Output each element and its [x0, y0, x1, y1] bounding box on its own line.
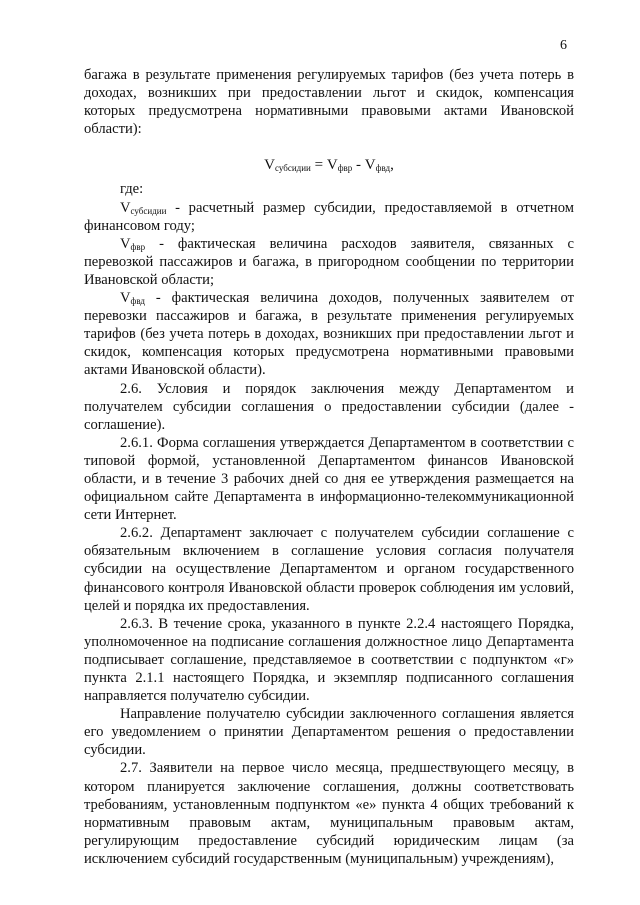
document-body: [84, 66, 574, 868]
paragraph-2-6-3: 2.6.3. В течение срока, указанного в пункте 2.2.4 настоящего Порядка, уполномоченное на подписание соглашения должностное лицо Департамента подписывает соглашение, представляемое в соответствии с подпунктом «г» пункта 2.1.1 настоящего Порядка, и экземпляр подписанного соглашения направляется получателю субсидии.: [84, 615, 574, 705]
formula-v1-sub: фвр: [337, 163, 353, 174]
definition-income: [84, 289, 574, 379]
formula-eq: =: [310, 157, 327, 174]
formula-lhs: V: [264, 157, 276, 174]
definition-text: - расчетный размер субсидии, предоставляемой в отчетном финансовом году;: [84, 199, 574, 234]
paragraph-2-6-2: 2.6.2. Департамент заключает с получателем субсидии соглашение с обязательным включением в соглашение условия согласия получателя субсидии на осуществление Департаментом и органом государственного финансового контроля Ивановской области проверок соблюдения им условий, целей и порядка их предоставления.: [84, 525, 574, 614]
definition-text: - фактическая величина расходов заявителя, связанных с перевозкой пассажиров и багажа, в пригородном сообщении по территории Ивановской области;: [84, 235, 574, 288]
formula-lhs-sub: субсидии: [275, 163, 311, 174]
formula-v2: V: [364, 157, 376, 174]
definition-var: V: [120, 235, 131, 252]
definition-var: V: [120, 290, 131, 307]
definition-var-sub: субсидии: [130, 205, 167, 216]
definition-var-sub: фвд: [130, 296, 145, 307]
formula-v1: V: [326, 157, 338, 174]
paragraph-continuation: багажа в результате применения регулируемых тарифов (без учета потерь в доходах, возникших при предоставлении льгот и скидок, компенсация которых предусмотрена нормативными правовыми актами Ивановской области):: [84, 67, 574, 138]
paragraph-2-6-1: 2.6.1. Форма соглашения утверждается Департаментом в соответствии с типовой формой, установленной Департаментом финансов Ивановской области, и в течение 3 рабочих дней со дня ее утверждения размещается на официальном сайте Департамента в информационно-телекоммуникационной сети Интернет.: [84, 434, 574, 524]
definition-subsidy: [84, 199, 574, 235]
definition-text: - фактическая величина доходов, полученных заявителем от перевозки пассажиров и багажа, в результате применения регулируемых тарифов (без учета потерь в доходах, возникших при предоставлении льгот и скидок, компенсация которых предусмотрена нормативными правовыми актами Ивановской области).: [84, 290, 574, 379]
paragraph-2-7: 2.7. Заявители на первое число месяца, предшествующего месяцу, в котором планируется заключение соглашения, должны соответствовать требованиям, установленным подпунктом «е» пункта 4 общих требований к нормативным правовым актам, муниципальным правовым актам, регулирующим предоставление субсидий юридическим лицам (за исключением субсидий государственным (муниципальным) учреждениям),: [84, 760, 574, 867]
subsidy-formula: [84, 156, 574, 174]
definition-expenses: [84, 235, 574, 289]
definition-var: V: [120, 199, 131, 216]
page-number: 6: [560, 38, 567, 53]
paragraph-2-6: 2.6. Условия и порядок заключения между Департаментом и получателем субсидии соглашения о предоставлении субсидии (далее - соглашение).: [84, 380, 574, 433]
definition-var-sub: фвр: [130, 241, 146, 252]
formula-minus: -: [352, 157, 365, 174]
formula-v2-sub: фвд: [375, 163, 391, 174]
where-label: где:: [120, 181, 144, 198]
formula-tail: ,: [390, 157, 394, 174]
paragraph-notification: Направление получателю субсидии заключенного соглашения является его уведомлением о принятии Департаментом решения о предоставлении субсидии.: [84, 706, 574, 759]
